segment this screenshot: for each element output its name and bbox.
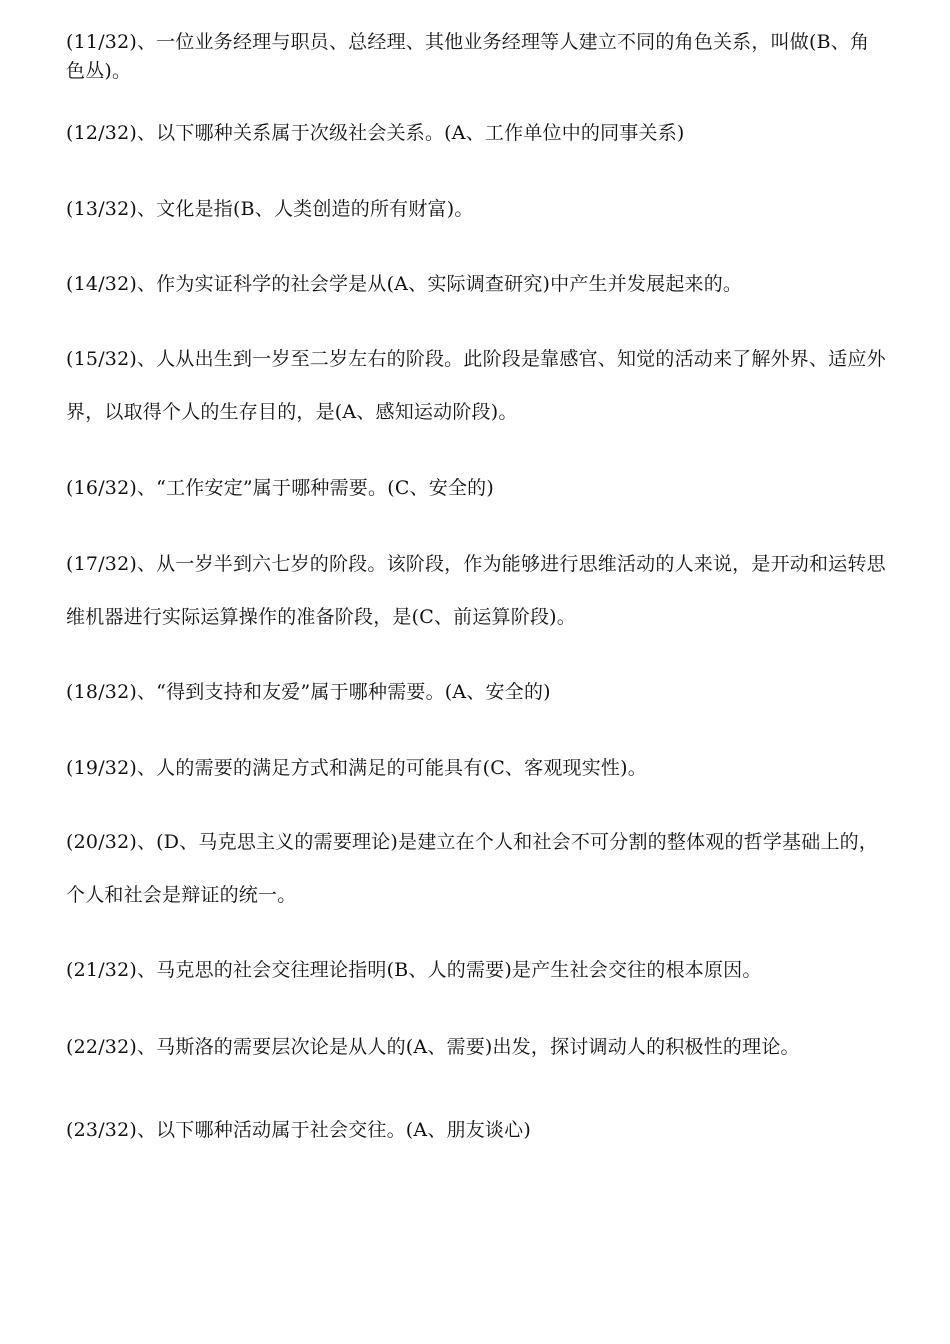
question-19: (19/32)、人的需要的满足方式和满足的可能具有(C、客观现实性)。 [66, 757, 647, 779]
question-16: (16/32)、“工作安定”属于哪种需要。(C、安全的) [66, 477, 494, 499]
question-18: (18/32)、“得到支持和友爱”属于哪种需要。(A、安全的) [66, 681, 551, 703]
question-21: (21/32)、马克思的社会交往理论指明(B、人的需要)是产生社会交往的根本原因。 [66, 959, 762, 981]
question-23: (23/32)、以下哪种活动属于社会交往。(A、朋友谈心) [66, 1119, 531, 1141]
question-20: (20/32)、(D、马克思主义的需要理论)是建立在个人和社会不可分割的整体观的哲学基础上的，个人和社会是辩证的统一。 [66, 831, 879, 906]
question-22: (22/32)、马斯洛的需要层次论是从人的(A、需要)出发，探讨调动人的积极性的理论。 [66, 1036, 800, 1058]
question-17: (17/32)、从一岁半到六七岁的阶段。该阶段，作为能够进行思维活动的人来说，是开动和运转思维机器进行实际运算操作的准备阶段，是(C、前运算阶段)。 [66, 553, 886, 628]
question-11: (11/32)、一位业务经理与职员、总经理、其他业务经理等人建立不同的角色关系，叫做(B、角色丛)。 [66, 31, 870, 82]
question-15: (15/32)、人从出生到一岁至二岁左右的阶段。此阶段是靠感官、知觉的活动来了解外界、适应外界，以取得个人的生存目的，是(A、感知运动阶段)。 [66, 348, 886, 423]
question-14: (14/32)、作为实证科学的社会学是从(A、实际调查研究)中产生并发展起来的。 [66, 273, 743, 295]
question-12: (12/32)、以下哪种关系属于次级社会关系。(A、工作单位中的同事关系) [66, 122, 685, 144]
question-13: (13/32)、文化是指(B、人类创造的所有财富)。 [66, 198, 474, 220]
